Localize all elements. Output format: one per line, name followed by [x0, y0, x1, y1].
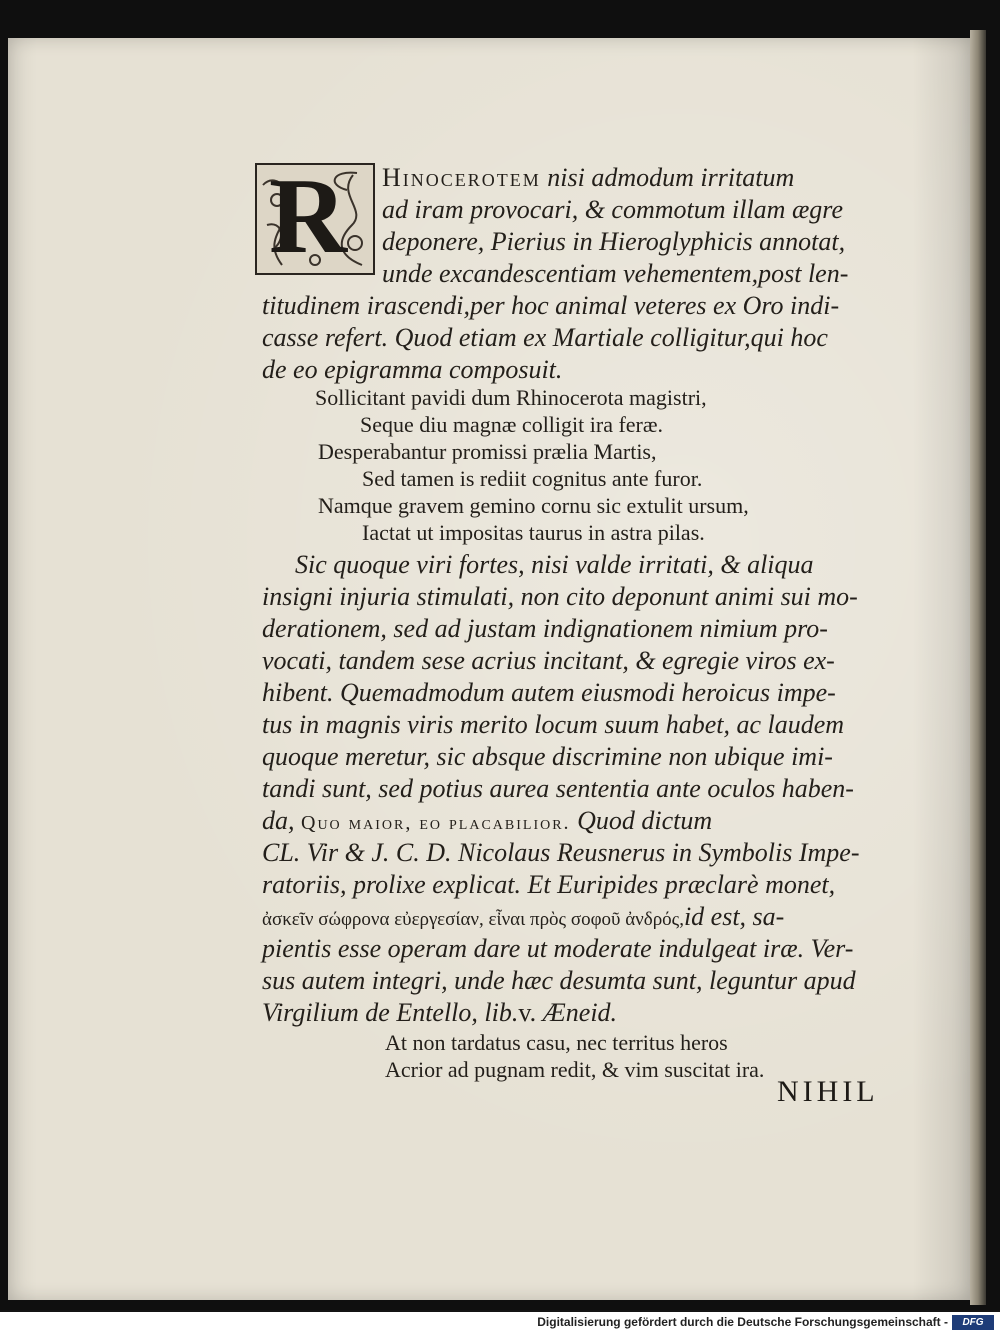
text-line: Hinocerotem nisi admodum irritatum	[382, 163, 795, 192]
text-line: pientis esse operam dare ut moderate indulgeat iræ. Ver-	[262, 934, 854, 963]
text-line: quoque meretur, sic absque discrimine non ubique imi-	[262, 742, 833, 771]
poem-line: Seque diu magnæ colligit ira feræ.	[360, 412, 664, 437]
text-line: unde excandescentiam vehementem,post len-	[382, 259, 849, 288]
greek-quote: ἀσκεῖν σώφρονα εὐεργεσίαν, εἶναι πρὸς σοφοῦ ἀνδρός,	[262, 909, 684, 930]
text-line: da, Quo maior, eo placabilior. Quod dictum	[262, 806, 713, 835]
decorated-initial	[255, 157, 375, 276]
text-line: tus in magnis viris merito locum suum habet, ac laudem	[262, 710, 845, 739]
text-line: ad iram provocari, & commotum illam ægre	[382, 195, 843, 224]
poem-line: Sed tamen is rediit cognitus ante furor.	[362, 466, 703, 491]
poem-line: Sollicitant pavidi dum Rhinocerota magistri,	[315, 385, 707, 410]
text-line: sus autem integri, unde hæc desumta sunt, leguntur apud	[262, 966, 856, 995]
initial-letter: R	[269, 157, 347, 276]
text-line: Sic quoque viri fortes, nisi valde irritati, & aliqua	[295, 550, 814, 579]
footer-bar	[0, 1312, 1000, 1334]
poem-line: At non tardatus casu, nec territus heros	[385, 1030, 728, 1055]
poem-line: Namque gravem gemino cornu sic extulit ursum,	[318, 493, 749, 518]
text-line: derationem, sed ad justam indignationem nimium pro-	[262, 614, 828, 643]
funding-credit: Digitalisierung gefördert durch die Deutsche Forschungsgemeinschaft -	[537, 1315, 948, 1329]
text-line: titudinem irascendi,per hoc animal veteres ex Oro indi-	[262, 291, 840, 320]
text-line: casse refert. Quod etiam ex Martiale colligitur,qui hoc	[262, 323, 828, 352]
poem-line: Iactat ut impositas taurus in astra pilas.	[362, 520, 705, 545]
text-line: tandi sunt, sed potius aurea sententia ante oculos haben-	[262, 774, 854, 803]
text-line: insigni injuria stimulati, non cito deponunt animi sui mo-	[262, 582, 858, 611]
poem-line: Desperabantur promissi prælia Martis,	[318, 439, 657, 464]
text-line: Virgilium de Entello, lib.v. Æneid.	[262, 998, 618, 1027]
text-line: CL. Vir & J. C. D. Nicolaus Reusnerus in Symbolis Impe-	[262, 838, 860, 867]
text-line: de eo epigramma composuit.	[262, 355, 563, 384]
text-line: ἀσκεῖν σώφρονα εὐεργεσίαν, εἶναι πρὸς σοφοῦ ἀνδρός,id est, sa-	[262, 902, 785, 931]
text-line: hibent. Quemadmodum autem eiusmodi heroicus impe-	[262, 678, 836, 707]
text-line: vocati, tandem sese acrius incitant, & egregie viros ex-	[262, 646, 835, 675]
dfg-logo: DFG	[952, 1315, 994, 1330]
poem-line: Acrior ad pugnam redit, & vim suscitat ira.	[385, 1057, 765, 1082]
catchword: NIHIL	[777, 1075, 879, 1108]
page-edge	[970, 30, 986, 1305]
text-line: ratoriis, prolixe explicat. Et Euripides præclarè monet,	[262, 870, 836, 899]
text-line: deponere, Pierius in Hieroglyphicis annotat,	[382, 227, 846, 256]
